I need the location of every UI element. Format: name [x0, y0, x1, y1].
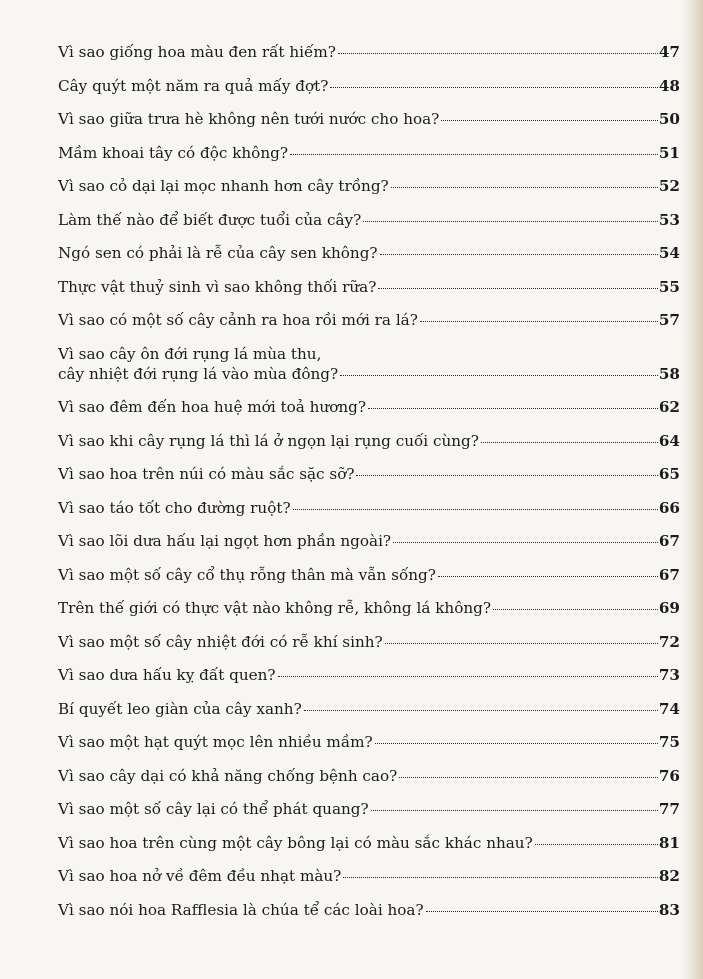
toc-entry-title: Vì sao dưa hấu kỵ đất quen? — [58, 666, 276, 684]
toc-entry-title: Trên thế giới có thực vật nào không rễ, không lá không? — [58, 599, 491, 617]
dot-leader — [481, 442, 658, 443]
toc-entry-page: 48 — [658, 76, 680, 95]
toc-entry[interactable] — [58, 498, 680, 518]
toc-entry-title: Vì sao cây dại có khả năng chống bệnh cao? — [58, 766, 398, 785]
dot-leader — [385, 643, 658, 644]
dot-leader — [438, 576, 658, 577]
dot-leader — [399, 777, 658, 778]
toc-entry-page: 53 — [658, 210, 680, 229]
page-edge-shadow — [681, 0, 703, 979]
toc-entry-page: 67 — [658, 565, 680, 584]
dot-leader — [393, 542, 658, 543]
toc-entry[interactable] — [58, 42, 680, 62]
toc-entry-page: 47 — [658, 43, 680, 61]
dot-leader — [293, 509, 658, 510]
dot-leader — [363, 221, 658, 222]
toc-entry-title: Mầm khoai tây có độc không? — [58, 143, 288, 162]
toc-entry-title: Vì sao táo tốt cho đường ruột? — [58, 498, 291, 517]
toc-entry-title: Ngó sen có phải là rễ của cây sen không? — [58, 244, 378, 262]
toc-entry-title: Vì sao giống hoa màu đen rất hiếm? — [58, 43, 336, 61]
toc-entry-title: Bí quyết leo giàn của cây xanh? — [58, 699, 302, 718]
toc-entry[interactable] — [58, 833, 680, 853]
toc-entry[interactable] — [58, 665, 680, 685]
toc-entry-page: 64 — [658, 431, 680, 450]
toc-entry-page: 62 — [658, 398, 680, 416]
toc-entry-page: 65 — [658, 465, 680, 483]
dot-leader — [338, 53, 658, 54]
dot-leader — [371, 810, 658, 811]
dot-leader — [330, 87, 657, 88]
toc-entry-title: Vì sao có một số cây cảnh ra hoa rồi mới ra lá? — [58, 311, 418, 329]
toc-entry[interactable] — [58, 243, 680, 263]
toc-entry-title: Vì sao khi cây rụng lá thì lá ở ngọn lại rụng cuối cùng? — [58, 431, 479, 450]
dot-leader — [378, 288, 658, 289]
toc-entry-page: 74 — [658, 699, 680, 718]
toc-entry[interactable] — [58, 732, 680, 752]
toc-entry-page: 76 — [658, 766, 680, 785]
toc-entry[interactable] — [58, 531, 680, 551]
toc-entry-page: 51 — [658, 143, 680, 162]
toc-entry-page: 52 — [658, 177, 680, 195]
toc-entry-page: 50 — [658, 110, 680, 128]
toc-entry[interactable] — [58, 143, 680, 163]
dot-leader — [493, 609, 658, 610]
toc-entry-title: Vì sao một số cây nhiệt đới có rễ khí sinh? — [58, 632, 383, 651]
toc-entry-title: Vì sao nói hoa Rafflesia là chúa tể các loài hoa? — [58, 900, 424, 919]
dot-leader — [290, 154, 658, 155]
toc-entry-title: Vì sao hoa trên cùng một cây bông lại có màu sắc khác nhau? — [58, 833, 533, 852]
dot-leader — [441, 120, 658, 121]
toc-entry-page: 72 — [658, 632, 680, 651]
toc-entry-page: 66 — [658, 498, 680, 517]
toc-entry[interactable] — [58, 109, 680, 129]
toc-entry-page: 75 — [658, 733, 680, 751]
toc-entry[interactable] — [58, 397, 680, 417]
dot-leader — [426, 911, 658, 912]
dot-leader — [343, 877, 658, 878]
toc-entry[interactable] — [58, 277, 680, 297]
toc-entry[interactable] — [58, 310, 680, 330]
toc-entry[interactable] — [58, 632, 680, 652]
toc-entry-page: 82 — [658, 867, 680, 885]
toc-entry-title: Vì sao cỏ dại lại mọc nhanh hơn cây trồng? — [58, 177, 389, 195]
dot-leader — [356, 475, 657, 476]
toc-entry-title: Vì sao hoa trên núi có màu sắc sặc sỡ? — [58, 465, 355, 483]
toc-entry[interactable] — [58, 598, 680, 618]
dot-leader — [368, 408, 658, 409]
toc-entry-page: 81 — [658, 833, 680, 852]
toc-entry-page: 77 — [658, 800, 680, 818]
toc-entry-title: Vì sao giữa trưa hè không nên tưới nước cho hoa? — [58, 110, 440, 128]
toc-entry[interactable] — [58, 799, 680, 819]
toc-entry-page: 69 — [658, 599, 680, 617]
toc-entry-title-line2: cây nhiệt đới rụng lá vào mùa đông? — [58, 364, 339, 383]
table-of-contents — [58, 42, 680, 933]
toc-entry-title-line1: Vì sao cây ôn đới rụng lá mùa thu, — [58, 344, 322, 363]
toc-entry[interactable] — [58, 565, 680, 585]
toc-entry-title: Cây quýt một năm ra quả mấy đợt? — [58, 76, 329, 95]
toc-entry-title: Vì sao đêm đến hoa huệ mới toả hương? — [58, 398, 366, 416]
dot-leader — [380, 254, 658, 255]
toc-entry[interactable] — [58, 176, 680, 196]
toc-entry-page: 67 — [658, 532, 680, 550]
toc-entry-title: Vì sao hoa nở về đêm đều nhạt màu? — [58, 867, 342, 885]
toc-entry[interactable] — [58, 766, 680, 786]
toc-entry[interactable] — [58, 464, 680, 484]
dot-leader — [391, 187, 658, 188]
toc-entry[interactable] — [58, 900, 680, 920]
toc-entry-page: 83 — [658, 900, 680, 919]
toc-entry[interactable] — [58, 431, 680, 451]
dot-leader — [278, 676, 658, 677]
toc-entry-page: 58 — [658, 364, 680, 383]
toc-entry-title: Làm thế nào để biết được tuổi của cây? — [58, 210, 362, 229]
toc-entry[interactable] — [58, 866, 680, 886]
toc-entry-page: 54 — [658, 244, 680, 262]
toc-entry[interactable] — [58, 344, 680, 384]
toc-entry-title: Thực vật thuỷ sinh vì sao không thối rữa? — [58, 277, 377, 296]
dot-leader — [340, 375, 658, 376]
toc-entry-title: Vì sao một hạt quýt mọc lên nhiều mầm? — [58, 733, 373, 751]
toc-entry-title: Vì sao một số cây cổ thụ rỗng thân mà vẫn sống? — [58, 565, 436, 584]
dot-leader — [535, 844, 658, 845]
toc-entry[interactable] — [58, 210, 680, 230]
toc-entry[interactable] — [58, 76, 680, 96]
dot-leader — [420, 321, 658, 322]
toc-entry-title: Vì sao một số cây lại có thể phát quang? — [58, 800, 369, 818]
toc-entry[interactable] — [58, 699, 680, 719]
toc-entry-title: Vì sao lõi dưa hấu lại ngọt hơn phần ngoài? — [58, 532, 392, 550]
toc-entry-page: 73 — [658, 666, 680, 684]
dot-leader — [304, 710, 658, 711]
dot-leader — [375, 743, 658, 744]
toc-entry-page: 55 — [658, 277, 680, 296]
toc-entry-page: 57 — [658, 311, 680, 329]
